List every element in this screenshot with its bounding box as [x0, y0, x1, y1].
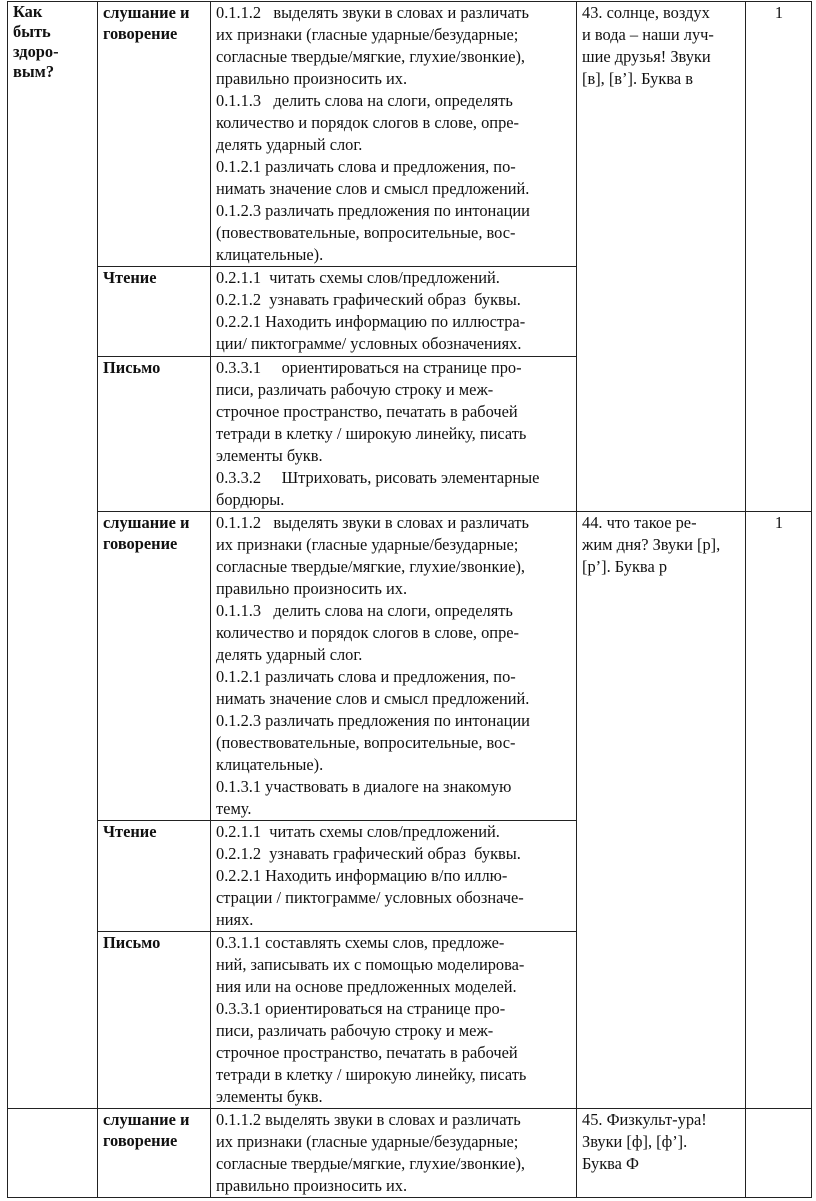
goals-cell: 0.3.1.1 составлять схемы слов, предложе- ний, записывать их с помощью моделирова- ния или на основе предложенных моделей. 0.3.3.1 ориентироваться на странице про- писи, различать рабочую строку и меж- строчное пространство, печатать в рабочей тетради в клетку / широкую линейку, писать элементы букв.: [211, 932, 577, 1109]
skill-cell: слушание и говорение: [98, 512, 211, 821]
theme-cell-empty: [8, 1109, 98, 1198]
table-row: [8, 2, 812, 267]
hours-cell: 1: [746, 512, 812, 1109]
goals-cell: 0.3.3.1 ориентироваться на странице про- писи, различать рабочую строку и меж- строчное пространство, печатать в рабочей тетради в клетку / широкую линейку, писать элементы букв. 0.3.3.2 Штриховать, рисовать элементарные бордюры.: [211, 357, 577, 512]
lesson-title-cell: 44. что такое ре- жим дня? Звуки [р], [р’]. Буква р: [577, 512, 746, 1109]
goals-cell: 0.2.1.1 читать схемы слов/предложений. 0.2.1.2 узнавать графический образ буквы. 0.2.2.1 Находить информацию в/по иллю- страции / пиктограмме/ условных обозначе- ниях.: [211, 821, 577, 932]
hours-cell: 1: [746, 2, 812, 512]
goals-cell: 0.1.1.2 выделять звуки в словах и различать их признаки (гласные ударные/безударные; согласные твердые/мягкие, глухие/звонкие), правильно произносить их. 0.1.1.3 делить слова на слоги, определять количество и порядок слогов в слове, опре- делять ударный слог. 0.1.2.1 различать слова и предложения, по- нимать значение слов и смысл предложений. 0.1.2.3 различать предложения по интонации (повествовательные, вопросительные, вос- клицательные). 0.1.3.1 участвовать в диалоге на знакомую тему.: [211, 512, 577, 821]
skill-cell: слушание и говорение: [98, 2, 211, 267]
skill-cell: Чтение: [98, 821, 211, 932]
table-row: [8, 512, 812, 821]
table-row: [8, 1109, 812, 1198]
skill-cell: Письмо: [98, 932, 211, 1109]
goals-cell: 0.2.1.1 читать схемы слов/предложений. 0.2.1.2 узнавать графический образ буквы. 0.2.2.1 Находить информацию по иллюстра- ции/ пиктограмме/ условных обозначениях.: [211, 267, 577, 357]
skill-cell: слушание и говорение: [98, 1109, 211, 1198]
skill-cell: Письмо: [98, 357, 211, 512]
lesson-plan-table: [7, 1, 812, 1198]
goals-cell: 0.1.1.2 выделять звуки в словах и различать их признаки (гласные ударные/безударные; согласные твердые/мягкие, глухие/звонкие), правильно произносить их. 0.1.1.3 делить слова на слоги, определять количество и порядок слогов в слове, опре- делять ударный слог. 0.1.2.1 различать слова и предложения, по- нимать значение слов и смысл предложений. 0.1.2.3 различать предложения по интонации (повествовательные, вопросительные, вос- клицательные).: [211, 2, 577, 267]
theme-cell: Как быть здоро- вым?: [8, 2, 98, 1109]
lesson-title-cell: 45. Физкульт-ура! Звуки [ф], [ф’]. Буква Ф: [577, 1109, 746, 1198]
skill-cell: Чтение: [98, 267, 211, 357]
lesson-title-cell: 43. солнце, воздух и вода – наши луч- шие друзья! Звуки [в], [в’]. Буква в: [577, 2, 746, 512]
goals-cell: 0.1.1.2 выделять звуки в словах и различать их признаки (гласные ударные/безударные; согласные твердые/мягкие, глухие/звонкие), правильно произносить их.: [211, 1109, 577, 1198]
hours-cell: [746, 1109, 812, 1198]
